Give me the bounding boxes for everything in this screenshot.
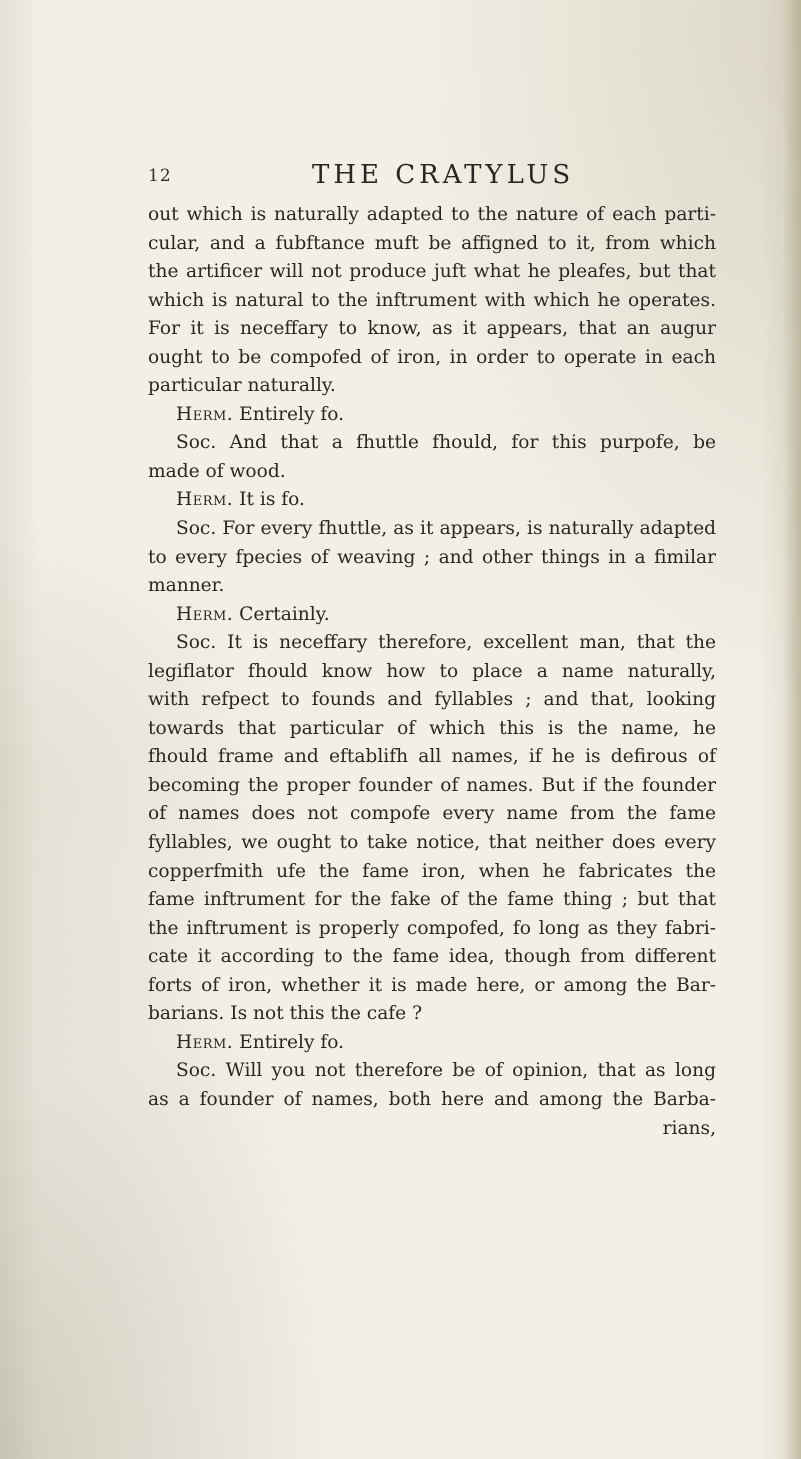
line-text: It is fo. bbox=[239, 489, 305, 511]
line-text: Entirely fo. bbox=[239, 1031, 345, 1053]
text-line: the artificer will not produce juft what he pleafes, but that bbox=[148, 261, 716, 283]
text-line: particular naturally. bbox=[148, 375, 336, 397]
running-head bbox=[148, 160, 708, 196]
dialogue-line bbox=[148, 1029, 716, 1058]
text-line: to every fpecies of weaving ; and other things in a fimilar bbox=[148, 546, 716, 568]
text-line: forts of iron, whether it is made here, or among the Bar- bbox=[148, 974, 716, 996]
page-number: 12 bbox=[148, 166, 172, 186]
text-line: the inftrument is properly compofed, fo long as they fabri- bbox=[148, 917, 716, 939]
text-line: manner. bbox=[148, 575, 225, 597]
text-line: For it is neceffary to know, as it appears, that an augur bbox=[148, 318, 716, 340]
line-text: And that a fhuttle fhould, for this purpofe, be bbox=[229, 432, 716, 454]
speaker-herm: Herm. bbox=[176, 489, 234, 511]
body-text bbox=[148, 201, 716, 1143]
text-line: fhould frame and eftablifh all names, if he is defirous of bbox=[148, 746, 716, 768]
dialogue-line bbox=[148, 1057, 716, 1086]
text-line: as a founder of names, both here and among the Barba- bbox=[148, 1088, 716, 1110]
text-line: of names does not compofe every name from the fame bbox=[148, 803, 716, 825]
speaker-herm: Herm. bbox=[176, 1031, 234, 1053]
speaker-herm: Herm. bbox=[176, 403, 234, 425]
text-line: fame inftrument for the fake of the fame thing ; but that bbox=[148, 889, 716, 911]
line-text: Entirely fo. bbox=[239, 403, 345, 425]
text-line: copperfmith ufe the fame iron, when he fabricates the bbox=[148, 860, 716, 882]
line-text: It is neceffary therefore, excellent man, that the bbox=[227, 632, 716, 654]
dialogue-line bbox=[148, 401, 716, 430]
text-line: becoming the proper founder of names. But if the founder bbox=[148, 774, 716, 796]
line-text: Will you not therefore be of opinion, that as long bbox=[225, 1060, 716, 1082]
speaker-soc: Soc. bbox=[176, 518, 217, 540]
text-line: towards that particular of which this is the name, he bbox=[148, 717, 716, 739]
text-line: which is natural to the inftrument with which he operates. bbox=[148, 289, 716, 311]
dialogue-line bbox=[148, 601, 716, 630]
running-title: THE CRATYLUS bbox=[312, 160, 575, 190]
text-line: cular, and a fubftance muft be affigned to it, from which bbox=[148, 232, 716, 254]
dialogue-line bbox=[148, 429, 716, 458]
text-line: barians. Is not this the cafe ? bbox=[148, 1003, 423, 1025]
speaker-soc: Soc. bbox=[176, 432, 217, 454]
dialogue-line bbox=[148, 486, 716, 515]
catchword: rians, bbox=[662, 1117, 716, 1139]
speaker-soc: Soc. bbox=[176, 632, 217, 654]
text-line: cate it according to the fame idea, though from different bbox=[148, 946, 716, 968]
text-line: legiflator fhould know how to place a name naturally, bbox=[148, 660, 716, 682]
dialogue-line bbox=[148, 629, 716, 658]
text-line: with refpect to founds and fyllables ; and that, looking bbox=[148, 689, 716, 711]
dialogue-line bbox=[148, 515, 716, 544]
page-edge-shadow bbox=[783, 0, 801, 1459]
line-text: For every fhuttle, as it appears, is naturally adapted bbox=[222, 518, 716, 540]
text-line: made of wood. bbox=[148, 460, 286, 482]
line-text: Certainly. bbox=[239, 603, 330, 625]
text-line: ought to be compofed of iron, in order to operate in each bbox=[148, 346, 716, 368]
text-line: fyllables, we ought to take notice, that neither does every bbox=[148, 832, 716, 854]
speaker-soc: Soc. bbox=[176, 1060, 217, 1082]
text-line: out which is naturally adapted to the nature of each parti- bbox=[148, 204, 716, 225]
speaker-herm: Herm. bbox=[176, 603, 234, 625]
